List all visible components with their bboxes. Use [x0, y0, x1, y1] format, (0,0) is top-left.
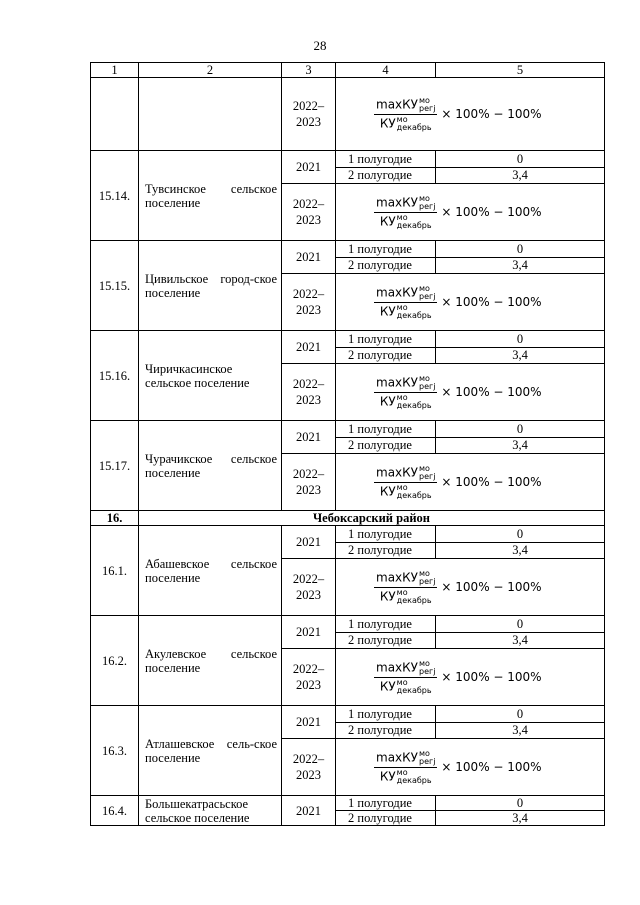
value-cell: 3,4	[436, 632, 605, 649]
half-year-label: 2 полугодие	[336, 632, 436, 649]
half-year-label: 2 полугодие	[336, 347, 436, 364]
value-cell: 3,4	[436, 722, 605, 739]
formula-tail: × 100% − 100%	[441, 475, 542, 489]
row-number: 16.4.	[91, 796, 139, 826]
row-number-cell	[91, 78, 139, 151]
header-cell: 4	[336, 63, 436, 78]
settlement-name: Тувсинское сельское поселение	[139, 151, 282, 241]
formula-denominator: КУ мо декабрь	[379, 677, 432, 695]
row-number: 16.3.	[91, 706, 139, 796]
year-cell: 2021	[282, 421, 336, 454]
tariff-table	[90, 62, 605, 826]
value-cell: 0	[436, 151, 605, 168]
year-cell	[282, 559, 336, 616]
formula-fraction	[374, 570, 437, 605]
formula-denominator: КУ мо декабрь	[379, 302, 432, 320]
half-year-label: 2 полугодие	[336, 542, 436, 559]
formula	[374, 660, 542, 695]
formula-numerator: maxКУ мо регj	[376, 463, 436, 481]
value-cell: 3,4	[436, 542, 605, 559]
formula-numerator: maxКУ мо регj	[376, 748, 436, 766]
table-row	[91, 421, 605, 438]
half-year-label: 2 полугодие	[336, 257, 436, 274]
year-cell: 2021	[282, 706, 336, 739]
formula-numerator: maxКУ мо регj	[376, 283, 436, 301]
year-cell	[282, 364, 336, 421]
formula	[374, 570, 542, 605]
settlement-name: Атлашевское сель-ское поселение	[139, 706, 282, 796]
formula-cell	[336, 78, 605, 151]
year-range: 2022– 2023	[292, 467, 325, 497]
row-number: 15.14.	[91, 151, 139, 241]
formula-tail: × 100% − 100%	[441, 205, 542, 219]
year-range: 2022– 2023	[292, 377, 325, 407]
formula	[374, 750, 542, 785]
formula-numerator: maxКУ мо регj	[376, 193, 436, 211]
value-cell: 3,4	[436, 257, 605, 274]
formula-numerator: maxКУ мо регj	[376, 658, 436, 676]
formula-fraction	[374, 195, 437, 230]
row-number: 16.2.	[91, 616, 139, 706]
settlement-name: Чиричкасинское сельское поселение	[139, 331, 282, 421]
formula-tail: × 100% − 100%	[441, 760, 542, 774]
section-row	[91, 511, 605, 526]
value-cell: 3,4	[436, 347, 605, 364]
formula-fraction	[374, 375, 437, 410]
table-row	[91, 526, 605, 543]
year-cell: 2021	[282, 616, 336, 649]
formula-denominator: КУ мо декабрь	[379, 212, 432, 230]
table-row	[91, 706, 605, 723]
year-cell: 2021	[282, 796, 336, 826]
year-cell: 2021	[282, 151, 336, 184]
half-year-label: 2 полугодие	[336, 722, 436, 739]
half-year-label: 1 полугодие	[336, 616, 436, 633]
value-cell: 0	[436, 796, 605, 811]
formula-denominator: КУ мо декабрь	[379, 392, 432, 410]
value-cell: 0	[436, 526, 605, 543]
table-row	[91, 78, 605, 151]
half-year-label: 2 полугодие	[336, 437, 436, 454]
formula-cell	[336, 274, 605, 331]
row-number: 15.17.	[91, 421, 139, 511]
year-range: 2022– 2023	[292, 662, 325, 692]
formula-numerator: maxКУ мо регj	[376, 568, 436, 586]
value-cell: 0	[436, 331, 605, 348]
formula-tail: × 100% − 100%	[441, 107, 542, 121]
settlement-name: Цивильское город-ское поселение	[139, 241, 282, 331]
value-cell: 0	[436, 241, 605, 258]
year-range: 2022– 2023	[292, 99, 325, 129]
header-cell: 3	[282, 63, 336, 78]
year-cell	[282, 739, 336, 796]
formula	[374, 195, 542, 230]
settlement-name: Чурачикское сельское поселение	[139, 421, 282, 511]
formula-fraction	[374, 97, 437, 132]
formula-denominator: КУ мо декабрь	[379, 767, 432, 785]
formula	[374, 97, 542, 132]
year-range: 2022– 2023	[292, 197, 325, 227]
formula	[374, 375, 542, 410]
row-number: 16.1.	[91, 526, 139, 616]
formula-numerator: maxКУ мо регj	[376, 95, 436, 113]
page-number: 28	[313, 38, 327, 53]
year-range: 2022– 2023	[292, 287, 325, 317]
formula-cell	[336, 649, 605, 706]
year-cell: 2021	[282, 241, 336, 274]
formula-cell	[336, 184, 605, 241]
formula-numerator: maxКУ мо регj	[376, 373, 436, 391]
formula-denominator: КУ мо декабрь	[379, 482, 432, 500]
table-row	[91, 796, 605, 811]
year-range: 2022– 2023	[292, 752, 325, 782]
half-year-label: 2 полугодие	[336, 167, 436, 184]
name-cell	[139, 78, 282, 151]
formula-tail: × 100% − 100%	[441, 385, 542, 399]
year-cell: 2021	[282, 331, 336, 364]
formula-cell	[336, 739, 605, 796]
formula-fraction	[374, 285, 437, 320]
year-cell	[282, 274, 336, 331]
formula-cell	[336, 559, 605, 616]
formula-denominator: КУ мо декабрь	[379, 114, 432, 132]
formula-fraction	[374, 660, 437, 695]
table-row	[91, 241, 605, 258]
row-number: 15.15.	[91, 241, 139, 331]
half-year-label: 1 полугодие	[336, 421, 436, 438]
header-cell: 2	[139, 63, 282, 78]
header-row	[91, 63, 605, 78]
formula-cell	[336, 454, 605, 511]
section-number: 16.	[91, 511, 139, 526]
year-cell	[282, 649, 336, 706]
row-number: 15.16.	[91, 331, 139, 421]
header-cell: 1	[91, 63, 139, 78]
formula-denominator: КУ мо декабрь	[379, 587, 432, 605]
formula-fraction	[374, 750, 437, 785]
value-cell: 0	[436, 421, 605, 438]
half-year-label: 1 полугодие	[336, 151, 436, 168]
half-year-label: 2 полугодие	[336, 811, 436, 826]
formula	[374, 285, 542, 320]
half-year-label: 1 полугодие	[336, 241, 436, 258]
table-row	[91, 616, 605, 633]
value-cell: 0	[436, 706, 605, 723]
settlement-name: Абашевское сельское поселение	[139, 526, 282, 616]
table-row	[91, 331, 605, 348]
settlement-name: Большекатрасьское сельское поселение	[139, 796, 282, 826]
settlement-name: Акулевское сельское поселение	[139, 616, 282, 706]
half-year-label: 1 полугодие	[336, 706, 436, 723]
formula	[374, 465, 542, 500]
formula-cell	[336, 364, 605, 421]
value-cell: 3,4	[436, 811, 605, 826]
half-year-label: 1 полугодие	[336, 526, 436, 543]
formula-tail: × 100% − 100%	[441, 670, 542, 684]
half-year-label: 1 полугодие	[336, 331, 436, 348]
year-cell	[282, 454, 336, 511]
header-cell: 5	[436, 63, 605, 78]
formula-tail: × 100% − 100%	[441, 295, 542, 309]
value-cell: 0	[436, 616, 605, 633]
formula-fraction	[374, 465, 437, 500]
value-cell: 3,4	[436, 167, 605, 184]
formula-tail: × 100% − 100%	[441, 580, 542, 594]
year-cell: 2021	[282, 526, 336, 559]
table-row	[91, 151, 605, 168]
half-year-label: 1 полугодие	[336, 796, 436, 811]
value-cell: 3,4	[436, 437, 605, 454]
year-cell	[282, 184, 336, 241]
year-cell	[282, 78, 336, 151]
year-range: 2022– 2023	[292, 572, 325, 602]
section-title: Чебоксарский район	[139, 511, 605, 526]
